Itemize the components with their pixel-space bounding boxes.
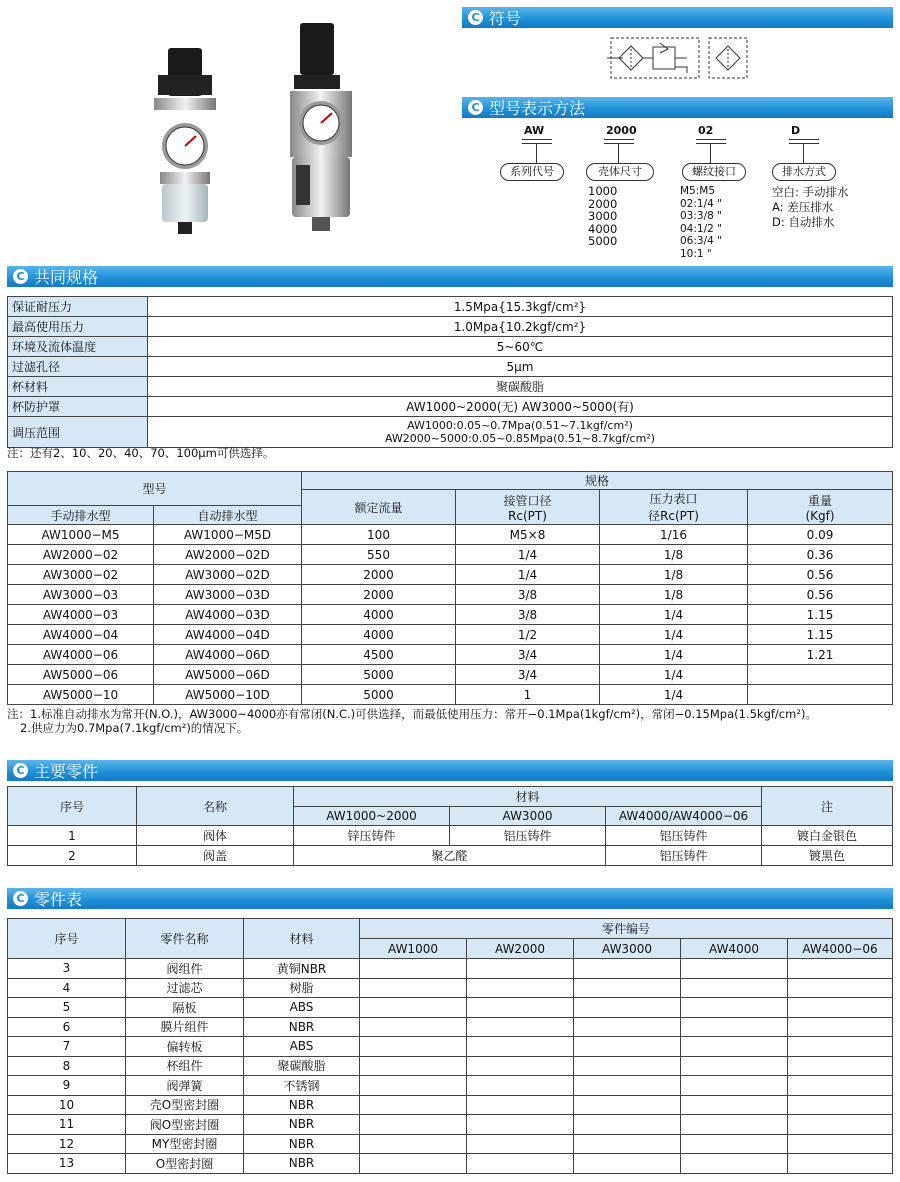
main-parts-table xyxy=(7,786,893,866)
table-row: AW4000−06 AW4000−06D 4500 3/4 1/4 1.21 xyxy=(8,645,893,665)
header-m1: AW1000~2000 xyxy=(294,807,450,826)
parts-list-table xyxy=(7,918,893,1174)
table-row: 2 阀盖 聚乙醛 铝压铸件 镀黑色 xyxy=(8,846,893,866)
header-part-col: AW1000 xyxy=(360,939,467,959)
section-title: 主要零件 xyxy=(34,762,99,781)
code-options: 1000 2000 3000 4000 5000 xyxy=(588,184,618,248)
header-port: 接管口径 Rc(PT) xyxy=(456,490,600,525)
section-header-symbol xyxy=(462,7,893,28)
code-underline xyxy=(604,139,634,140)
table-row: AW3000−02 AW3000−02D 2000 1/4 1/8 0.56 xyxy=(8,565,893,585)
table-row: 5 隔板 ABS xyxy=(8,998,893,1018)
table-row: AW1000−M5 AW1000−M5D 100 M5×8 1/16 0.09 xyxy=(8,525,893,545)
header-name: 名称 xyxy=(137,787,294,826)
code-underline xyxy=(789,143,819,144)
header-no: 序号 xyxy=(8,919,126,959)
table-row: 调压范围 AW1000:0.05~0.7Mpa(0.51~7.1kgf/cm²) AW2000~5000:0.05~0.85Mpa(0.51~8.7kgf/cm²) xyxy=(8,417,893,448)
section-header-common-spec xyxy=(7,266,893,287)
section-header-main-parts xyxy=(7,760,893,781)
table-row: AW5000−10 AW5000−10D 5000 1 1/4 xyxy=(8,685,893,705)
table-row: 13 O型密封圈 NBR xyxy=(8,1154,893,1174)
header-m2: AW3000 xyxy=(450,807,606,826)
code-segment: 2000 xyxy=(606,124,637,137)
large-filter-regulator-image xyxy=(282,15,362,245)
table-row: AW4000−03 AW4000−03D 4000 3/8 1/4 1.15 xyxy=(8,605,893,625)
table-row: 杯材料 聚碳酸脂 xyxy=(8,377,893,397)
code-segment: D xyxy=(791,124,801,137)
code-label: 壳体尺寸 xyxy=(586,163,654,181)
code-underline xyxy=(604,143,634,144)
header-m3: AW4000/AW4000−06 xyxy=(606,807,762,826)
common-spec-table xyxy=(7,296,893,448)
table-row: AW3000−03 AW3000−03D 2000 3/8 1/8 0.56 xyxy=(8,585,893,605)
header-material: 材料 xyxy=(294,787,762,807)
header-part-col: AW4000 xyxy=(681,939,788,959)
section-title: 型号表示方法 xyxy=(489,99,586,118)
table-row: 9 阀弹簧 不锈钢 xyxy=(8,1076,893,1096)
small-filter-regulator-image xyxy=(140,20,240,240)
table-row: 4 过滤芯 树脂 xyxy=(8,978,893,998)
header-no: 序号 xyxy=(8,787,137,826)
header-auto: 自动排水型 xyxy=(154,506,302,525)
code-label: 排水方式 xyxy=(772,163,836,181)
table-row: 保证耐压力 1.5Mpa{15.3kgf/cm²} xyxy=(8,297,893,317)
table-row: 1 阀体 锌压铸件 铝压铸件 铝压铸件 镀白金银色 xyxy=(8,826,893,846)
table-row: 最高使用压力 1.0Mpa{10.2kgf/cm²} xyxy=(8,317,893,337)
table-row: 8 杯组件 聚碳酸脂 xyxy=(8,1056,893,1076)
model-spec-table xyxy=(7,471,893,705)
spec-note: 注：还有2、10、20、40、70、100μm可供选择。 xyxy=(7,446,275,460)
code-options: 空白: 手动排水 A: 差压排水 D: 自动排水 xyxy=(772,185,849,229)
table-row: 11 阀O型密封圈 NBR xyxy=(8,1115,893,1135)
circle-c-icon: C xyxy=(13,763,28,778)
header-material: 材料 xyxy=(244,919,360,959)
circle-c-icon: C xyxy=(13,269,28,284)
code-label: 系列代号 xyxy=(500,163,564,181)
model-note-2: 2.供应力为0.7Mpa(7.1kgf/cm²)的情况下。 xyxy=(20,721,249,735)
header-spec: 规格 xyxy=(302,472,893,490)
header-part-col: AW4000−06 xyxy=(788,939,893,959)
header-part-col: AW3000 xyxy=(574,939,681,959)
circle-c-icon: C xyxy=(468,100,483,115)
header-part-no: 零件编号 xyxy=(360,919,893,939)
table-row: 3 阀组件 黄铜NBR xyxy=(8,959,893,979)
header-gauge: 压力表口 径Rc(PT) xyxy=(600,490,748,525)
code-connector xyxy=(803,143,804,163)
header-flow: 额定流量 xyxy=(302,490,456,525)
code-underline xyxy=(696,139,726,140)
section-title: 零件表 xyxy=(34,890,83,909)
code-underline xyxy=(522,143,552,144)
model-note-1: 注：1.标准自动排水为常开(N.O.)，AW3000~4000亦有常闭(N.C.)可供选择，而最低使用压力：常开−0.1Mpa(1kgf/cm²)，常闭−0.15Mpa(1.5kgf/cm²)。 xyxy=(7,707,817,721)
table-row: 环境及流体温度 5~60℃ xyxy=(8,337,893,357)
header-manual: 手动排水型 xyxy=(8,506,154,525)
table-row: 杯防护罩 AW1000~2000(无) AW3000~5000(有) xyxy=(8,397,893,417)
code-connector xyxy=(710,143,711,163)
code-connector xyxy=(618,143,619,163)
table-row: AW5000−06 AW5000−06D 5000 3/4 1/4 xyxy=(8,665,893,685)
code-segment: 02 xyxy=(698,124,714,137)
table-row: 7 偏转板 ABS xyxy=(8,1037,893,1057)
code-underline xyxy=(696,143,726,144)
pneumatic-symbol-diagram xyxy=(605,33,755,85)
section-header-parts-list xyxy=(7,888,893,909)
code-label: 螺纹接口 xyxy=(682,163,746,181)
code-options: M5:M5 02:1/4 " 03:3/8 " 04:1/2 " 06:3/4 " 10:1 " xyxy=(680,185,722,260)
section-title: 共同规格 xyxy=(34,268,99,287)
code-connector xyxy=(536,143,537,163)
table-row: 12 MY型密封圈 NBR xyxy=(8,1134,893,1154)
table-row: 过滤孔径 5μm xyxy=(8,357,893,377)
table-row: 10 壳O型密封圈 NBR xyxy=(8,1095,893,1115)
header-note: 注 xyxy=(762,787,893,826)
table-row: AW2000−02 AW2000−02D 550 1/4 1/8 0.36 xyxy=(8,545,893,565)
table-row: AW4000−04 AW4000−04D 4000 1/2 1/4 1.15 xyxy=(8,625,893,645)
section-title: 符号 xyxy=(489,9,522,28)
circle-c-icon: C xyxy=(13,891,28,906)
section-header-model-code xyxy=(462,97,893,118)
code-underline xyxy=(522,139,552,140)
table-row: 6 膜片组件 NBR xyxy=(8,1017,893,1037)
code-segment: AW xyxy=(524,124,545,137)
header-model: 型号 xyxy=(8,472,302,506)
code-underline xyxy=(789,139,819,140)
header-weight: 重量 (Kgf) xyxy=(748,490,893,525)
circle-c-icon: C xyxy=(468,10,483,25)
header-part-name: 零件名称 xyxy=(126,919,244,959)
header-part-col: AW2000 xyxy=(467,939,574,959)
